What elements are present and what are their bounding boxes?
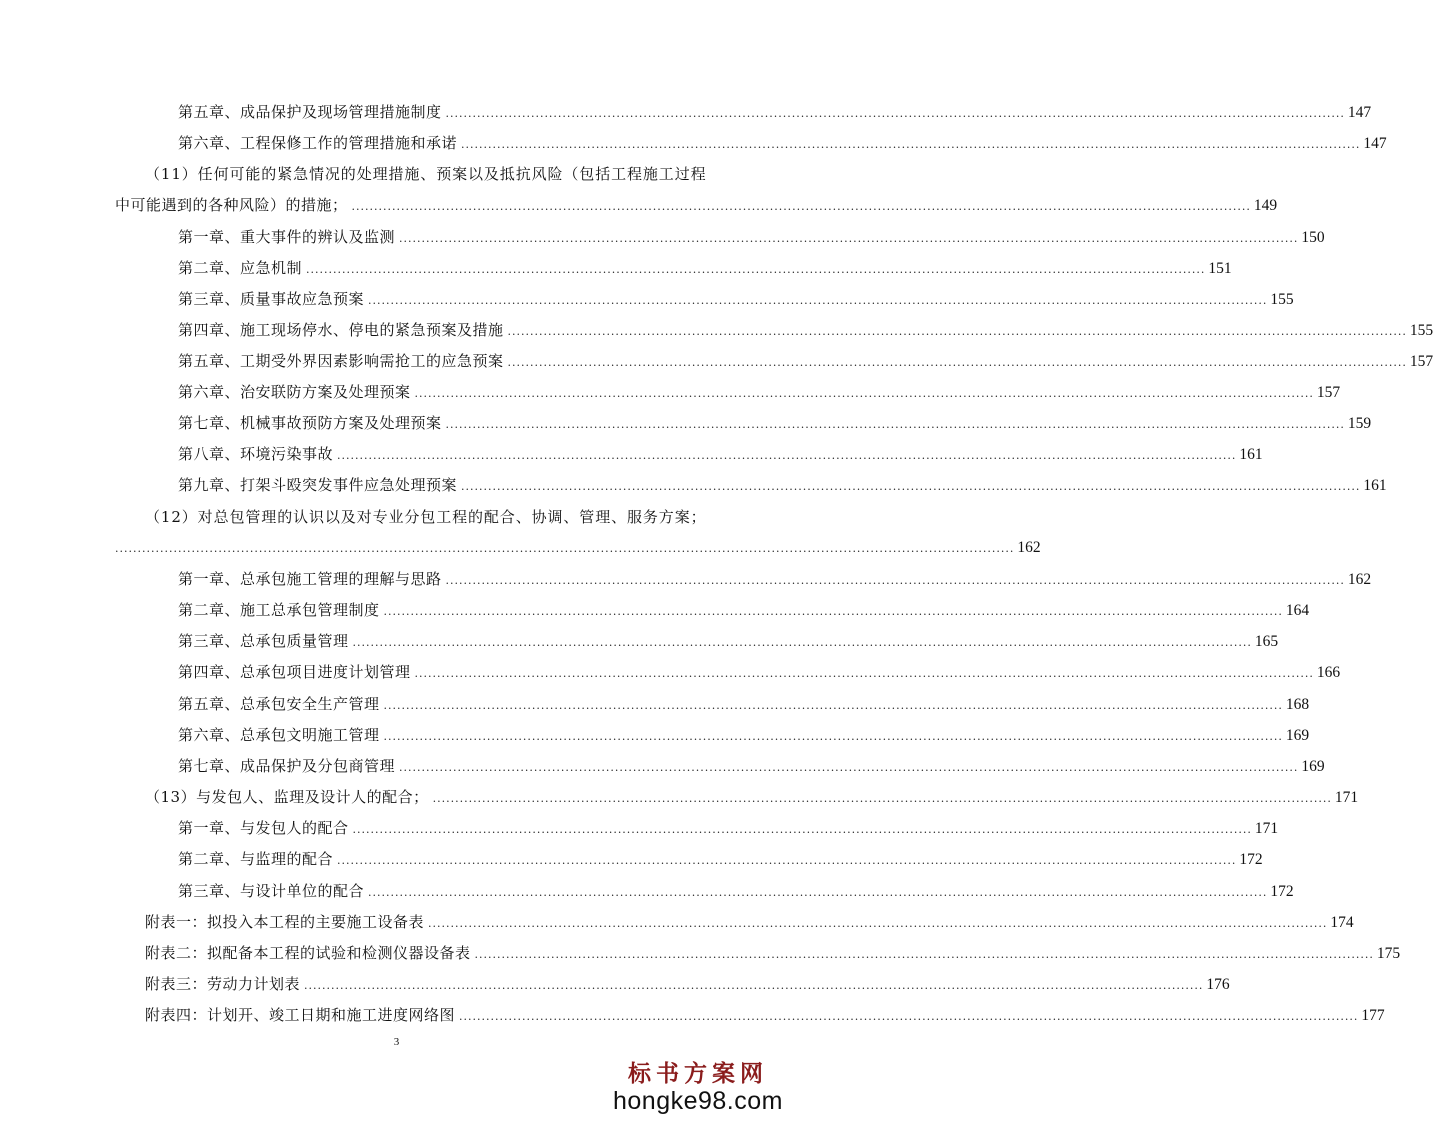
toc-entry-title: 第六章、治安联防方案及处理预案 [178,383,411,401]
toc-page-number: 176 [1206,976,1230,993]
leader-dots: ........................................................................................................................................................................................................ [445,574,1345,587]
toc-entry-title: 附表二：拟配备本工程的试验和检测仪器设备表 [145,944,471,962]
leader-dots: ........................................................................................................................................................................................................ [399,761,1299,774]
toc-entry-title: （13）与发包人、监理及设计人的配合； [145,788,429,806]
toc-page-number: 175 [1376,945,1401,962]
toc-entry[interactable] [115,538,1041,559]
toc-page-number: 177 [1361,1007,1385,1024]
toc-entry-title: 第五章、总承包安全生产管理 [178,695,380,713]
toc-page-number: 151 [1208,260,1232,277]
toc-entry[interactable] [115,195,1278,217]
toc-page-number: 172 [1239,851,1263,868]
toc-page-number: 155 [1409,322,1433,339]
leader-dots: ........................................................................................................................................................................................................ [414,667,1314,680]
leader-dots: ........................................................................................................................................................................................................ [304,979,1204,992]
toc-entry[interactable] [178,227,1325,249]
toc-entry[interactable] [178,413,1372,435]
watermark-site-url: hongke98.com [612,1087,783,1115]
toc-page-number: 165 [1254,633,1279,650]
leader-dots: ........................................................................................................................................................................................................ [507,325,1407,338]
toc-page-number: 172 [1270,883,1294,900]
toc-page-number: 164 [1285,602,1310,619]
toc-page-number: 174 [1330,914,1354,931]
toc-appendix-entry[interactable] [145,912,1354,934]
toc-page-number: 168 [1285,696,1310,713]
toc-section-heading-line1[interactable]: （12）对总包管理的认识以及对专业分包工程的配合、协调、管理、服务方案； [145,508,707,526]
toc-entry-title: 第三章、与设计单位的配合 [178,882,365,900]
leader-dots: ........................................................................................................................................................................................................ [352,823,1252,836]
leader-dots: ........................................................................................................................................................................................................ [115,542,1015,555]
toc-page-number: 159 [1347,415,1372,432]
leader-dots: ........................................................................................................................................................................................................ [352,636,1252,649]
leader-dots: ........................................................................................................................................................................................................ [399,232,1299,245]
watermark-logo [613,1063,783,1114]
toc-page-number: 166 [1316,664,1341,681]
toc-page-number: 171 [1254,820,1279,837]
toc-entry-title: 附表四：计划开、竣工日期和施工进度网络图 [145,1006,456,1024]
leader-dots: ........................................................................................................................................................................................................ [445,418,1345,431]
toc-entry-title: 第六章、总承包文明施工管理 [178,726,380,744]
toc-entry[interactable] [178,258,1232,280]
toc-entry[interactable] [178,351,1433,373]
toc-entry-title: 附表三：劳动力计划表 [145,975,301,993]
toc-entry-title: 第五章、成品保护及现场管理措施制度 [178,103,442,121]
toc-page-number: 162 [1017,539,1041,556]
toc-entry[interactable] [178,569,1372,591]
page-number: 3 [393,1036,400,1048]
toc-entry-title: 第四章、总承包项目进度计划管理 [178,663,411,681]
toc-appendix-entry[interactable] [145,974,1230,996]
leader-dots: ........................................................................................................................................................................................................ [337,854,1237,867]
toc-entry-title: 第四章、施工现场停水、停电的紧急预案及措施 [178,321,504,339]
toc-entry[interactable] [178,444,1263,466]
leader-dots: ........................................................................................................................................................................................................ [461,480,1361,493]
toc-entry-title: 第二章、与监理的配合 [178,850,334,868]
leader-dots: ........................................................................................................................................................................................................ [474,948,1374,961]
toc-entry-title: 第五章、工期受外界因素影响需抢工的应急预案 [178,352,504,370]
leader-dots: ........................................................................................................................................................................................................ [459,1010,1359,1023]
toc-appendix-entry[interactable] [145,1005,1385,1027]
toc-entry-title: 第六章、工程保修工作的管理措施和承诺 [178,134,458,152]
leader-dots: ........................................................................................................................................................................................................ [445,107,1345,120]
toc-section-heading-line1[interactable]: （11）任何可能的紧急情况的处理措施、预案以及抵抗风险（包括工程施工过程 [145,165,707,183]
watermark-site-name: 标书方案网 [627,1061,768,1087]
toc-entry-title: 第一章、总承包施工管理的理解与思路 [178,570,442,588]
toc-entry[interactable] [178,694,1310,716]
toc-entry-title: 附表一：拟投入本工程的主要施工设备表 [145,913,425,931]
toc-page-number: 171 [1334,789,1359,806]
toc-page-number: 155 [1270,291,1294,308]
leader-dots: ........................................................................................................................................................................................................ [507,356,1407,369]
toc-page-number: 162 [1347,571,1372,588]
toc-entry-title: 第一章、重大事件的辨认及监测 [178,228,396,246]
leader-dots: ........................................................................................................................................................................................................ [337,449,1237,462]
toc-entry-title: 第八章、环境污染事故 [178,445,334,463]
toc-appendix-entry[interactable] [145,943,1401,965]
toc-page-number: 147 [1347,104,1372,121]
toc-entry-title: 第三章、质量事故应急预案 [178,290,365,308]
toc-entry[interactable] [178,600,1310,622]
toc-page-number: 147 [1363,135,1387,152]
toc-entry-title: 第二章、应急机制 [178,259,303,277]
toc-entry-title: 第三章、总承包质量管理 [178,632,349,650]
toc-entry[interactable] [178,382,1341,404]
toc-entry[interactable] [178,133,1387,155]
leader-dots: ........................................................................................................................................................................................................ [306,263,1206,276]
toc-entry[interactable] [178,756,1325,778]
leader-dots: ........................................................................................................................................................................................................ [368,886,1268,899]
toc-entry-title: 第二章、施工总承包管理制度 [178,601,380,619]
toc-entry[interactable] [178,102,1372,124]
toc-page-number: 161 [1363,477,1387,494]
toc-entry-title: 第九章、打架斗殴突发事件应急处理预案 [178,476,458,494]
toc-section-entry[interactable] [145,787,1359,809]
toc-entry-title: 第七章、成品保护及分包商管理 [178,757,396,775]
leader-dots: ........................................................................................................................................................................................................ [383,699,1283,712]
leader-dots: ........................................................................................................................................................................................................ [428,917,1328,930]
toc-page-number: 169 [1285,727,1310,744]
toc-entry-title: 第七章、机械事故预防方案及处理预案 [178,414,442,432]
toc-entry[interactable] [178,725,1310,747]
leader-dots: ........................................................................................................................................................................................................ [383,730,1283,743]
toc-entry[interactable] [178,818,1279,840]
toc-page-number: 157 [1409,353,1433,370]
toc-entry-title: 中可能遇到的各种风险）的措施； [115,196,348,214]
toc-entry[interactable] [178,320,1433,342]
toc-page-number: 150 [1301,229,1325,246]
leader-dots: ........................................................................................................................................................................................................ [368,294,1268,307]
leader-dots: ........................................................................................................................................................................................................ [383,605,1283,618]
toc-page-number: 149 [1253,197,1278,214]
toc-entry[interactable] [178,289,1294,311]
toc-page-number: 157 [1316,384,1341,401]
toc-entry[interactable] [178,881,1294,903]
toc-page-number: 169 [1301,758,1325,775]
toc-entry[interactable] [178,849,1263,871]
toc-entry[interactable] [178,631,1279,653]
leader-dots: ........................................................................................................................................................................................................ [432,792,1332,805]
toc-entry[interactable] [178,662,1341,684]
leader-dots: ........................................................................................................................................................................................................ [461,138,1361,151]
toc-entry[interactable] [178,475,1387,497]
toc-page-number: 161 [1239,446,1263,463]
leader-dots: ........................................................................................................................................................................................................ [414,387,1314,400]
toc-entry-title: 第一章、与发包人的配合 [178,819,349,837]
leader-dots: ........................................................................................................................................................................................................ [351,200,1251,213]
